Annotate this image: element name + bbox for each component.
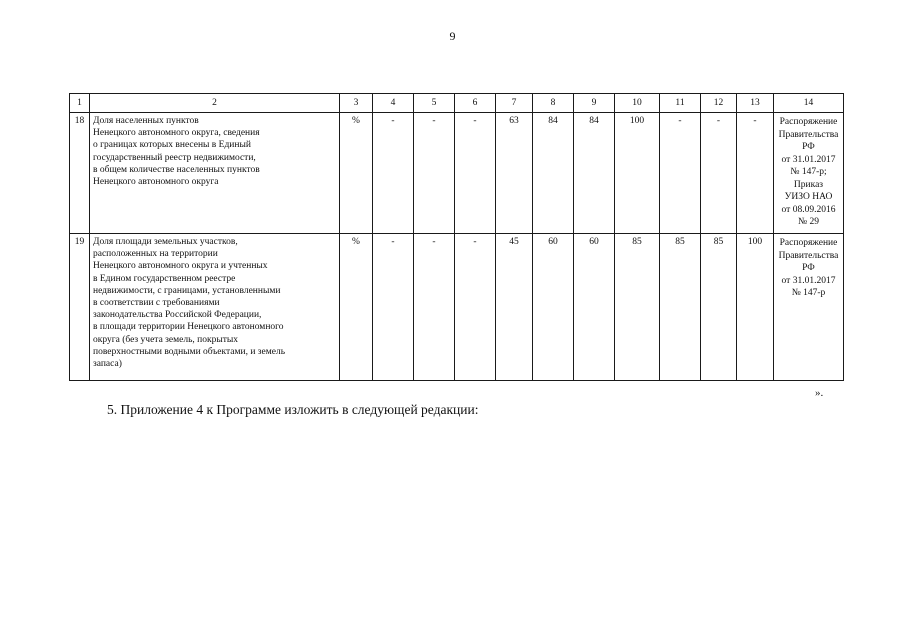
description-line: расположенных на территории (93, 249, 218, 260)
description-line: Ненецкого автономного округа, сведения (93, 128, 260, 139)
value-cell: 85 (660, 234, 701, 381)
source-document-cell (774, 113, 844, 234)
description-line: о границах которых внесены в Единый (93, 140, 251, 151)
header-cell: 3 (340, 94, 373, 113)
value-cell: 45 (496, 234, 533, 381)
header-cell: 13 (737, 94, 774, 113)
value-cell: - (414, 113, 455, 234)
source-line: от 08.09.2016 (781, 204, 836, 215)
header-cell: 11 (660, 94, 701, 113)
description-line: поверхностными водными объектами, и земель (93, 346, 286, 357)
value-cell: 60 (533, 234, 574, 381)
header-cell: 8 (533, 94, 574, 113)
source-line: Распоряжение (779, 117, 838, 127)
description-line: недвижимости, с границами, установленными (93, 285, 281, 296)
source-line: Правительства (778, 250, 839, 261)
value-cell: - (737, 113, 774, 234)
indicator-description (90, 113, 340, 234)
description-line: в соответствии с требованиями (93, 298, 220, 309)
instruction-paragraph: 5. Приложение 4 к Программе изложить в следующей редакции: (107, 402, 479, 417)
description-line: законодательства Российской Федерации, (93, 310, 262, 321)
source-line: № 29 (798, 217, 819, 227)
header-cell: 9 (574, 94, 615, 113)
value-cell: - (373, 234, 414, 381)
source-line: от 31.01.2017 (781, 275, 836, 286)
value-cell: - (455, 234, 496, 381)
source-line: Правительства (778, 129, 839, 140)
value-cell: 60 (574, 234, 615, 381)
source-line: УИЗО НАО (784, 192, 833, 202)
description-line: в общем количестве населенных пунктов (93, 164, 260, 175)
unit-cell: % (340, 113, 373, 234)
row-number: 19 (70, 234, 90, 381)
value-cell: 85 (701, 234, 737, 381)
value-cell: - (373, 113, 414, 234)
description-line: государственный реестр недвижимости, (93, 152, 256, 163)
description-line: Доля площади земельных участков, (93, 237, 238, 247)
value-cell: 84 (574, 113, 615, 234)
table-row (70, 234, 844, 381)
value-cell: 63 (496, 113, 533, 234)
header-cell: 14 (774, 94, 844, 113)
value-cell: - (414, 234, 455, 381)
closing-quote-mark: ». (815, 387, 824, 399)
header-cell: 2 (90, 94, 340, 113)
value-cell: - (701, 113, 737, 234)
source-line: от 31.01.2017 (781, 154, 836, 165)
description-line: Ненецкого автономного округа и учтенных (93, 261, 268, 272)
description-line: Ненецкого автономного округа (93, 177, 219, 188)
header-cell: 1 (70, 94, 90, 113)
source-line: РФ (802, 142, 815, 152)
description-line: Доля населенных пунктов (93, 116, 199, 126)
header-cell: 6 (455, 94, 496, 113)
row-number: 18 (70, 113, 90, 234)
description-line: запаса) (93, 359, 122, 370)
indicator-description (90, 234, 340, 381)
value-cell: 85 (615, 234, 660, 381)
table-header-row (70, 94, 844, 113)
header-cell: 12 (701, 94, 737, 113)
description-line: округа (без учета земель, покрытых (93, 334, 239, 345)
header-cell: 4 (373, 94, 414, 113)
unit-cell: % (340, 234, 373, 381)
page-number: 9 (449, 29, 456, 43)
table-row (70, 113, 844, 234)
value-cell: - (660, 113, 701, 234)
source-document-cell (774, 234, 844, 381)
source-line: Распоряжение (779, 238, 838, 248)
source-line: РФ (802, 263, 815, 273)
value-cell: 100 (615, 113, 660, 234)
value-cell: 84 (533, 113, 574, 234)
header-cell: 10 (615, 94, 660, 113)
source-line: Приказ (793, 179, 824, 190)
description-line: в площади территории Ненецкого автономного (93, 322, 284, 333)
source-line: № 147-р (791, 288, 826, 298)
indicators-table (69, 93, 844, 381)
value-cell: - (455, 113, 496, 234)
header-cell: 7 (496, 94, 533, 113)
header-cell: 5 (414, 94, 455, 113)
description-line: в Едином государственном реестре (93, 273, 236, 284)
value-cell: 100 (737, 234, 774, 381)
source-line: № 147-р; (790, 167, 827, 177)
